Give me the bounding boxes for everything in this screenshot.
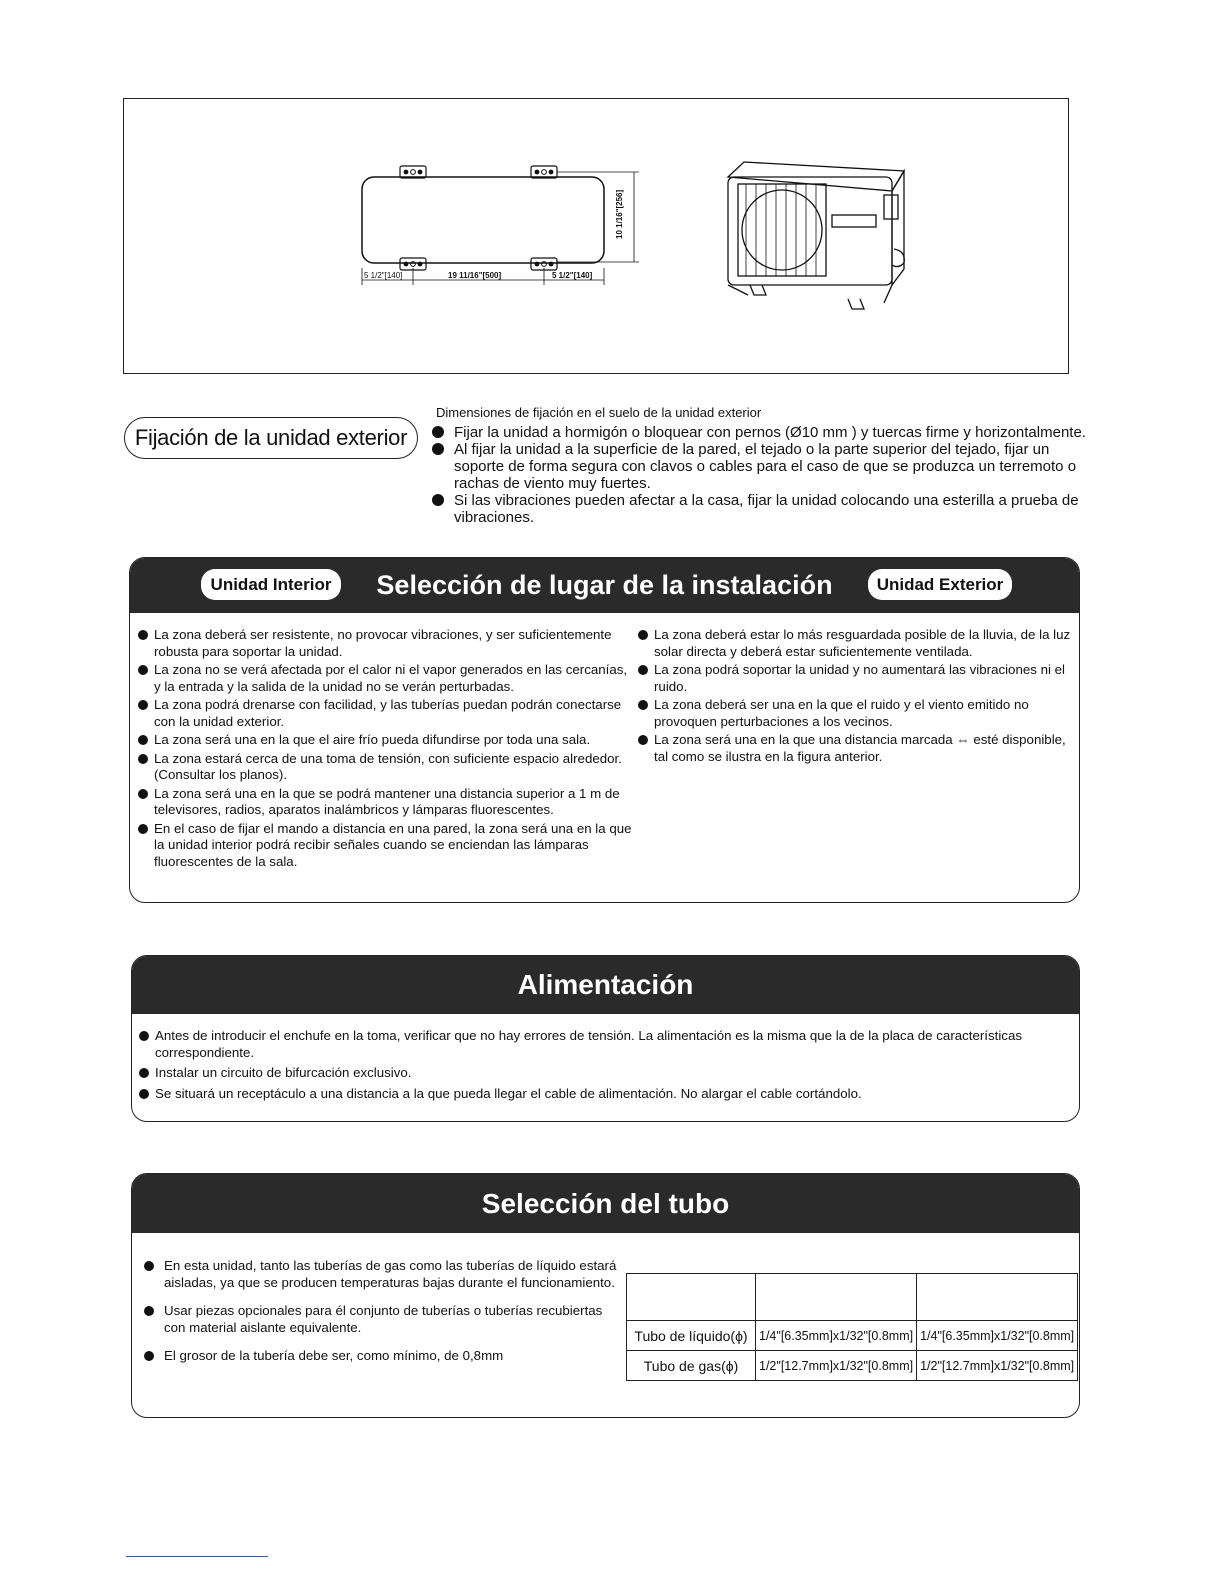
list-item: La zona estará cerca de una toma de tensión, con suficiente espacio alrededor. (Consultar los planos). [138, 751, 633, 784]
gas-tube-label: Tubo de gas(ϕ) [627, 1351, 756, 1381]
list-item: La zona será una en la que una distancia marcada ⇔ esté disponible, tal como se ilustra en la figura anterior. [638, 732, 1076, 765]
list-item: La zona podrá drenarse con facilidad, y las tuberías puedan podrán conectarse con la unidad exterior. [138, 697, 633, 730]
list-item: La zona no se verá afectada por el calor ni el vapor generados en las cercanías, y la entrada y la salida de la unidad no se verán perturbadas. [138, 662, 633, 695]
bullet-icon [432, 426, 444, 438]
list-item: La zona será una en la que se podrá mantener una distancia superior a 1 m de televisores, radios, aparatos inalámbricos y lámparas fluorescentes. [138, 786, 633, 819]
list-item: Si las vibraciones pueden afectar a la casa, fijar la unidad colocando una esterilla a prueba de vibraciones. [432, 492, 1092, 526]
bullet-icon [139, 1068, 149, 1078]
list-item: Se situará un receptáculo a una distancia a la que pueda llegar el cable de alimentación. No alargar el cable cortándolo. [139, 1086, 1069, 1103]
fixing-title: Fijación de la unidad exterior [124, 417, 418, 459]
figure-caption: Dimensiones de fijación en el suelo de la unidad exterior [436, 405, 762, 420]
bullet-icon [638, 700, 648, 710]
outdoor-list [638, 627, 1076, 767]
list-item: La zona será una en la que el aire frío pueda difundirse por toda una sala. [138, 732, 633, 749]
bullet-icon [138, 754, 148, 764]
power-list [139, 1028, 1069, 1106]
bullet-icon [144, 1351, 154, 1361]
bullet-icon [638, 735, 648, 745]
tube-spec-table [626, 1273, 1078, 1381]
tube-section [131, 1173, 1080, 1418]
table-header-cell [917, 1274, 1078, 1321]
dim-center-label: 19 11/16"[500] [448, 271, 502, 280]
power-title: Alimentación [132, 956, 1079, 1014]
table-header-cell [756, 1274, 917, 1321]
fixing-list [432, 424, 1092, 526]
dim-height-label: 10 1/16"[256] [615, 189, 624, 239]
bullet-icon [138, 789, 148, 799]
list-item: El grosor de la tubería debe ser, como mínimo, de 0,8mm [144, 1348, 624, 1365]
tag-outdoor-unit: Unidad Exterior [868, 569, 1012, 600]
installation-title: Selección de lugar de la instalación [376, 570, 833, 600]
list-item: En esta unidad, tanto las tuberías de gas como las tuberías de líquido estará aisladas, ya que se producen temperaturas bajas durante el funcionamiento. [144, 1258, 624, 1291]
list-item: Fijar la unidad a hormigón o bloquear con pernos (Ø10 mm ) y tuercas firme y horizontalmente. [432, 424, 1092, 441]
bullet-icon [638, 665, 648, 675]
dim-left-label: 5 1/2"[140] [364, 271, 403, 280]
list-item: Instalar un circuito de bifurcación exclusivo. [139, 1065, 1069, 1082]
liquid-tube-label: Tubo de líquido(ϕ) [627, 1321, 756, 1351]
tube-title: Selección del tubo [132, 1174, 1079, 1233]
bullet-icon [138, 665, 148, 675]
list-item: Antes de introducir el enchufe en la toma, verificar que no hay errores de tensión. La alimentación es la misma que la de la placa de características correspondiente. [139, 1028, 1069, 1061]
table-header-cell [627, 1274, 756, 1321]
bullet-icon [138, 700, 148, 710]
bullet-icon [638, 630, 648, 640]
table-cell: 1/4"[6.35mm]x1/32"[0.8mm] [917, 1321, 1078, 1351]
list-item: La zona deberá ser resistente, no provocar vibraciones, y ser suficientemente robusta para soportar la unidad. [138, 627, 633, 660]
tag-indoor-unit: Unidad Interior [201, 569, 341, 600]
bullet-icon [432, 494, 444, 506]
table-cell: 1/2"[12.7mm]x1/32"[0.8mm] [756, 1351, 917, 1381]
tube-list [144, 1258, 624, 1377]
bullet-icon [144, 1261, 154, 1271]
bullet-icon [138, 735, 148, 745]
installation-section [129, 557, 1080, 903]
power-section [131, 955, 1080, 1122]
dim-right-label: 5 1/2"[140] [552, 271, 593, 280]
outdoor-unit-illustration [728, 162, 904, 309]
mounting-diagram [124, 99, 1070, 375]
bullet-icon [144, 1306, 154, 1316]
table-cell: 1/4"[6.35mm]x1/32"[0.8mm] [756, 1321, 917, 1351]
indoor-list [138, 627, 633, 872]
bullet-icon [138, 824, 148, 834]
list-item: Usar piezas opcionales para él conjunto de tuberías o tuberías recubiertas con material aislante equivalente. [144, 1303, 624, 1336]
table-row [627, 1351, 1078, 1381]
figure-frame [123, 98, 1069, 420]
table-header-row [627, 1274, 1078, 1321]
list-item: En el caso de fijar el mando a distancia en una pared, la zona será una en la que la unidad interior podrá recibir señales cuando se enciendan las lámparas fluorescentes de la sala. [138, 821, 633, 871]
mounting-foot-top-right [531, 166, 557, 178]
list-item: Al fijar la unidad a la superficie de la pared, el tejado o la parte superior del tejado, fijar un soporte de forma segura con clavos o cables para el caso de que se produzca un terremoto o rachas de viento muy fuertes. [432, 441, 1092, 492]
table-row [627, 1321, 1078, 1351]
bullet-icon [432, 443, 444, 455]
footer-link-underline [126, 1556, 268, 1557]
list-item: La zona podrá soportar la unidad y no aumentará las vibraciones ni el ruido. [638, 662, 1076, 695]
list-item: La zona deberá estar lo más resguardada posible de la lluvia, de la luz solar directa y deberá estar suficientemente ventilada. [638, 627, 1076, 660]
bullet-icon [139, 1031, 149, 1041]
mounting-foot-top-left [400, 166, 426, 178]
installation-header [130, 558, 1079, 613]
list-item: La zona deberá ser una en la que el ruido y el viento emitido no provoquen perturbaciones a los vecinos. [638, 697, 1076, 730]
bullet-icon [138, 630, 148, 640]
bullet-icon [139, 1089, 149, 1099]
table-cell: 1/2"[12.7mm]x1/32"[0.8mm] [917, 1351, 1078, 1381]
